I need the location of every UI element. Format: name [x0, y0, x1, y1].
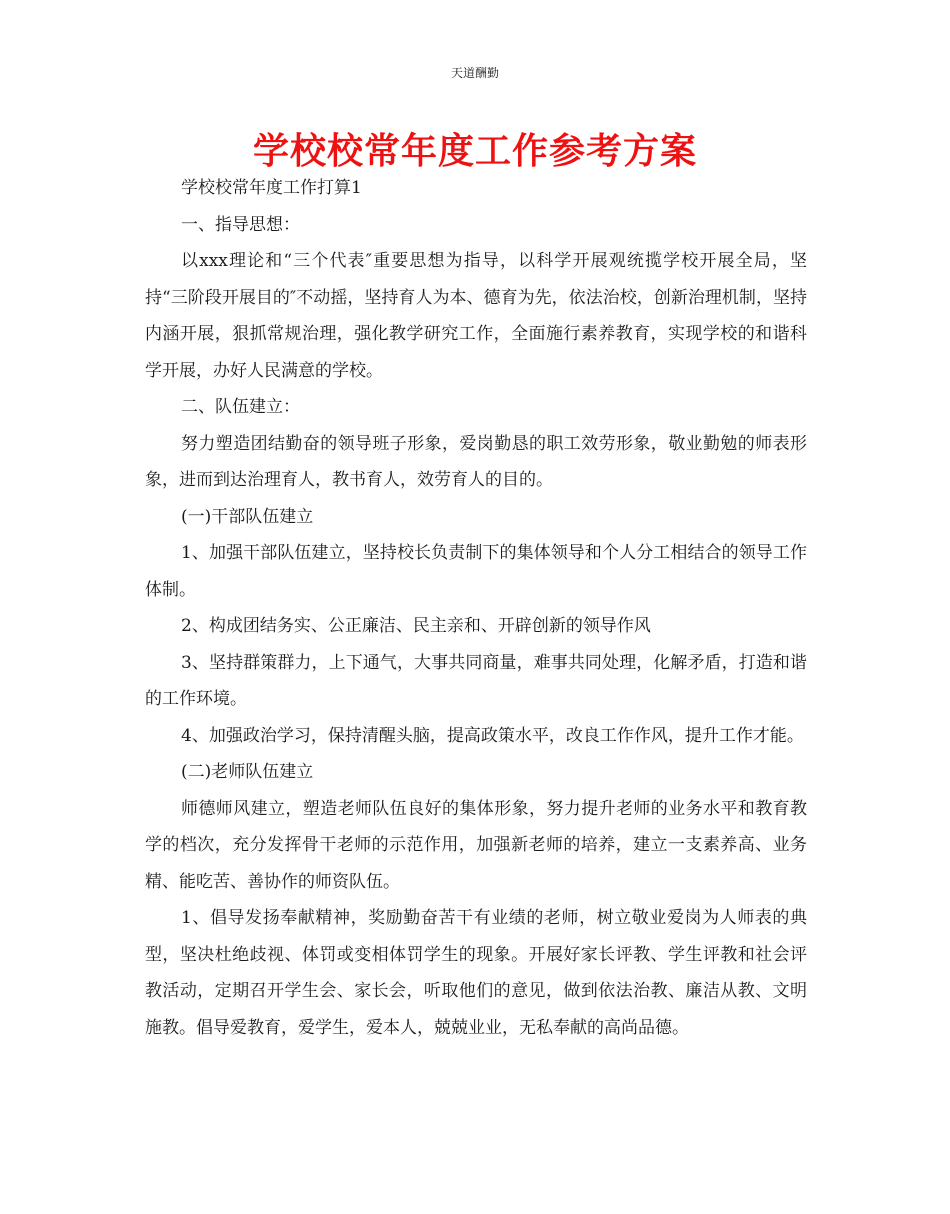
body-paragraph: 以xxx理论和“三个代表″重要思想为指导，以科学开展观统揽学校开展全局，坚持“三阶段开展目的″不动摇，坚持育人为本、德育为先，依法治校，创新治理机制，坚持内涵开展，狠抓常规治理，强化教学研究工作，全面施行素养教育，实现学校的和谐科学开展，办好人民满意的学校。: [145, 251, 807, 381]
list-item: 1、加强干部队伍建立，坚持校长负责制下的集体领导和个人分工相结合的领导工作体制。: [145, 543, 807, 600]
page-header: 天道酬勤: [450, 66, 499, 80]
section-heading-team-building: 二、队伍建立：: [181, 397, 300, 417]
subsection-heading-cadre: (一)干部队伍建立: [181, 506, 314, 527]
document-body: [145, 170, 807, 1046]
list-item: 2、构成团结务实、公正廉洁、民主亲和、开辟创新的领导作风: [181, 616, 651, 636]
list-item: 1、倡导发扬奉献精神，奖励勤奋苦干有业绩的老师，树立敬业爱岗为人师表的典型，坚决杜绝歧视、体罚或变相体罚学生的现象。开展好家长评教、学生评教和社会评教活动，定期召开学生会、家长会，听取他们的意见，做到依法治教、廉洁从教、文明施教。倡导爱教育，爱学生，爱本人，兢兢业业，无私奉献的高尚品德。: [145, 908, 807, 1038]
list-item: 3、坚持群策群力，上下通气，大事共同商量，难事共同处理，化解矛盾，打造和谐的工作环境。: [145, 652, 807, 709]
document-title: 学校校常年度工作参考方案: [252, 131, 697, 172]
section-heading-guiding-thought: 一、指导思想：: [181, 214, 300, 235]
subtitle-paragraph: 学校校常年度工作打算1: [181, 178, 362, 198]
subsection-heading-teachers: (二)老师队伍建立: [181, 762, 314, 782]
body-paragraph: 师德师风建立，塑造老师队伍良好的集体形象，努力提升老师的业务水平和教育教学的档次，充分发挥骨干老师的示范作用，加强新老师的培养，建立一支素养高、业务精、能吃苦、善协作的师资队伍。: [145, 798, 807, 892]
list-item: 4、加强政治学习，保持清醒头脑，提高政策水平，改良工作作风，提升工作才能。: [181, 725, 804, 746]
body-paragraph: 努力塑造团结勤奋的领导班子形象，爱岗勤恳的职工效劳形象，敬业勤勉的师表形象，进而到达治理育人，教书育人，效劳育人的目的。: [145, 433, 807, 490]
